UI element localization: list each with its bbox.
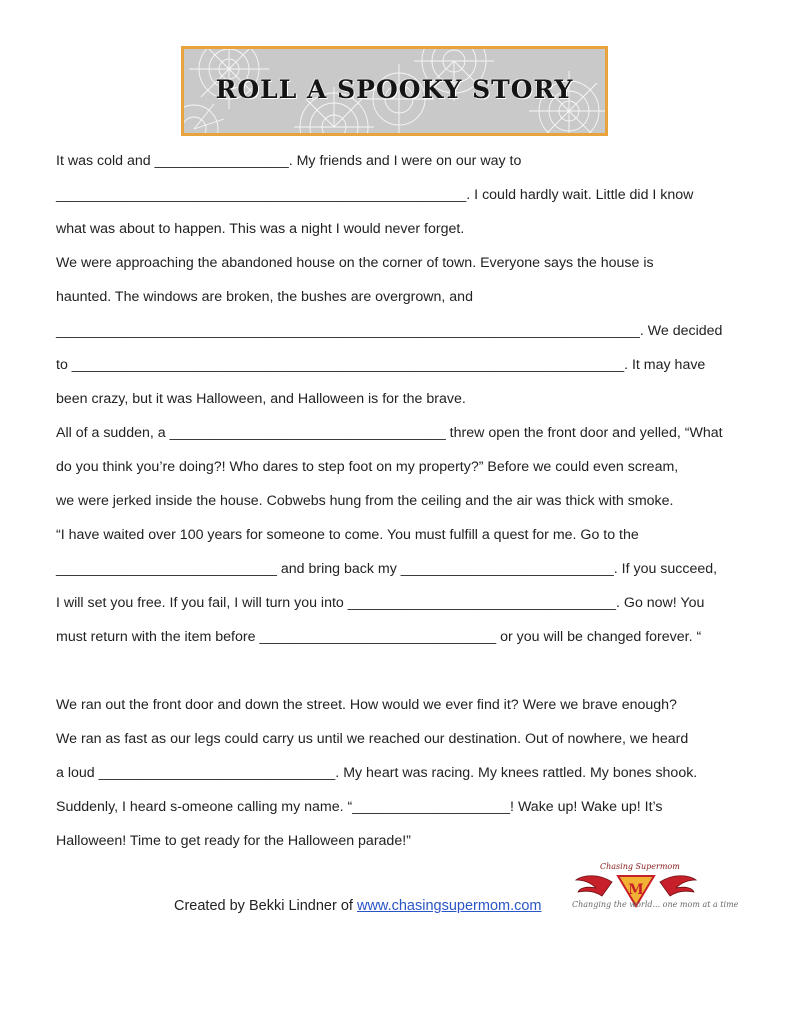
story-line: “I have waited over 100 years for someone to come. You must fulfill a quest for me. Go to the	[56, 527, 639, 543]
story-line: ____________________________ and bring back my ___________________________. If you succeed,	[56, 561, 718, 577]
logo-letter: M	[628, 882, 644, 898]
story-line: We ran as fast as our legs could carry us until we reached our destination. Out of nowhere, we heard	[56, 731, 689, 747]
story-line: must return with the item before ______________________________ or you will be changed forever. “	[56, 629, 702, 645]
story-body	[56, 144, 746, 858]
story-line: haunted. The windows are broken, the bushes are overgrown, and	[56, 289, 473, 305]
story-line: we were jerked inside the house. Cobwebs hung from the ceiling and the air was thick with smoke.	[56, 493, 674, 509]
story-line: We ran out the front door and down the street. How would we ever find it? Were we brave enough?	[56, 697, 677, 713]
title-banner	[181, 46, 608, 136]
story-line: __________________________________________________________________________. We decided	[56, 323, 723, 339]
story-line: We were approaching the abandoned house on the corner of town. Everyone says the house is	[56, 255, 654, 271]
story-line: been crazy, but it was Halloween, and Halloween is for the brave.	[56, 391, 466, 407]
story-line: I will set you free. If you fail, I will turn you into __________________________________. Go now! You	[56, 595, 705, 611]
logo-brand-text: Chasing Supermom	[600, 862, 680, 871]
story-line: a loud ______________________________. My heart was racing. My knees rattled. My bones shook.	[56, 765, 698, 781]
story-line: ____________________________________________________. I could hardly wait. Little did I know	[56, 187, 694, 203]
story-line: Halloween! Time to get ready for the Halloween parade!”	[56, 833, 411, 849]
story-line: to ______________________________________________________________________. It may have	[56, 357, 706, 373]
logo-tagline: Changing the world... one mom at a time	[572, 900, 739, 909]
credit-text: Created by Bekki Lindner of	[174, 898, 357, 914]
paragraph-break	[56, 654, 746, 688]
story-line: do you think you’re doing?! Who dares to step foot on my property?” Before we could even scream,	[56, 459, 679, 475]
story-line: what was about to happen. This was a night I would never forget.	[56, 221, 465, 237]
credit-line	[174, 898, 542, 914]
story-line: It was cold and _________________. My friends and I were on our way to	[56, 153, 522, 169]
story-line: Suddenly, I heard s-omeone calling my name. “____________________! Wake up! Wake up! It’s	[56, 799, 663, 815]
chasing-supermom-logo	[572, 862, 739, 922]
page-title: ROLL A SPOOKY STORY	[215, 75, 574, 104]
story-line: All of a sudden, a ___________________________________ threw open the front door and yelled, “What	[56, 425, 723, 441]
website-link[interactable]: www.chasingsupermom.com	[356, 898, 542, 914]
